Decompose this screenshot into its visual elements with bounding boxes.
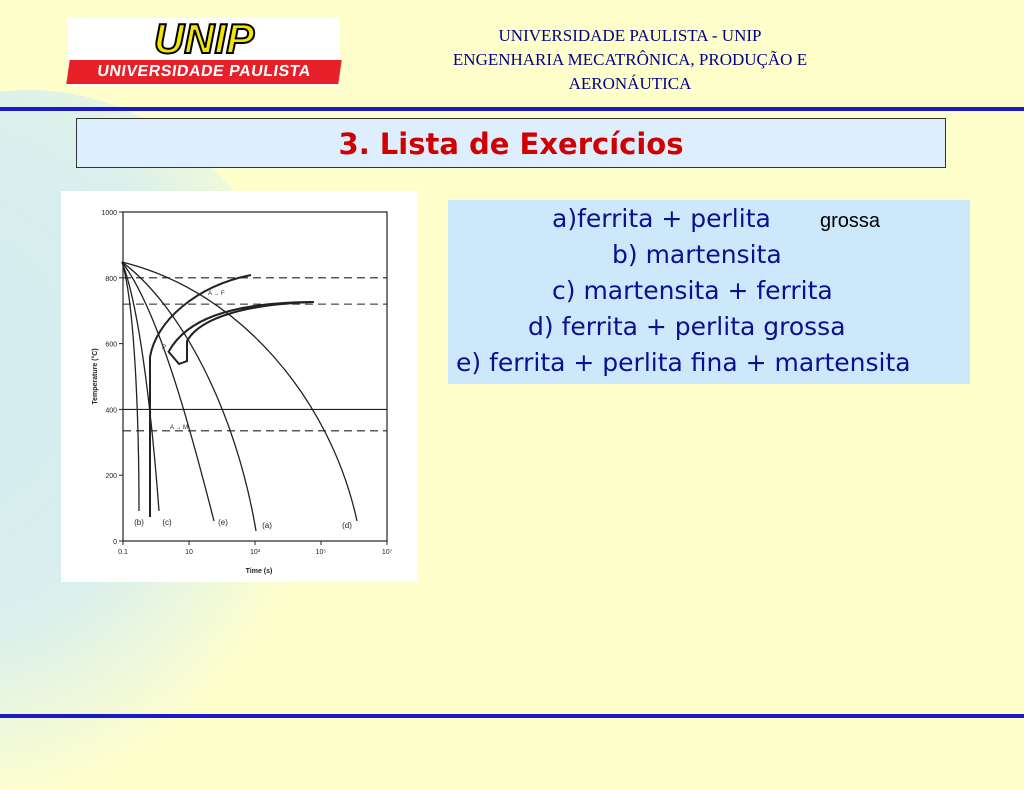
curve-label: (e)	[218, 518, 228, 527]
header-line-2: ENGENHARIA MECATRÔNICA, PRODUÇÃO E	[452, 50, 808, 69]
annotation-label: A → F	[208, 291, 225, 297]
annotation-label: A → M	[170, 425, 189, 431]
x-tick-label: 0.1	[118, 549, 128, 556]
transformation-boundaries	[150, 275, 314, 517]
curve-label: (b)	[134, 518, 144, 527]
x-tick-label: 10³	[249, 549, 261, 556]
answer-d: d) ferrita + perlita grossa	[528, 312, 846, 341]
cct-diagram	[61, 191, 417, 582]
curve-label: (d)	[342, 521, 352, 530]
slide-title: 3. Lista de Exercícios	[76, 118, 946, 168]
unip-logo	[68, 18, 340, 86]
curve-label: (c)	[162, 518, 172, 527]
annotation-label: P	[162, 345, 167, 351]
institution-header	[380, 24, 880, 96]
y-tick-label: 600	[105, 341, 117, 349]
y-tick-label: 800	[105, 275, 117, 283]
logo-tagline: UNIVERSIDADE PAULISTA	[66, 60, 341, 84]
cooling-curve	[122, 262, 139, 511]
plot-frame	[123, 212, 387, 541]
answer-b: b) martensita	[612, 240, 782, 269]
cooling-curve	[122, 262, 159, 511]
header-line-3: AERONÁUTICA	[568, 74, 692, 93]
bottom-rule	[0, 714, 1024, 718]
y-tick-label: 0	[113, 539, 117, 546]
unip-wordmark	[106, 20, 302, 58]
answer-a: a)ferrita + perlita	[552, 204, 771, 233]
header-line-1: UNIVERSIDADE PAULISTA - UNIP	[498, 26, 762, 45]
answer-c: c) martensita + ferrita	[552, 276, 833, 305]
svg-text:UNIP: UNIP	[153, 20, 255, 58]
curve-label: (a)	[262, 521, 272, 530]
cooling-curve	[122, 262, 214, 521]
y-axis-label: Temperature (°C)	[92, 348, 99, 405]
y-tick-label: 1000	[101, 210, 117, 217]
y-tick-label: 200	[105, 473, 117, 481]
x-axis-label: Time (s)	[245, 568, 273, 575]
x-tick-label: 10⁷	[381, 549, 393, 556]
answer-a-suffix: grossa	[808, 204, 918, 238]
x-tick-label: 10⁵	[315, 549, 327, 556]
y-tick-label: 400	[105, 407, 117, 415]
top-rule	[0, 107, 1024, 111]
answer-e: e) ferrita + perlita fina + martensita	[456, 348, 911, 377]
cct-chart	[61, 191, 417, 582]
x-tick-label: 10	[185, 549, 193, 556]
